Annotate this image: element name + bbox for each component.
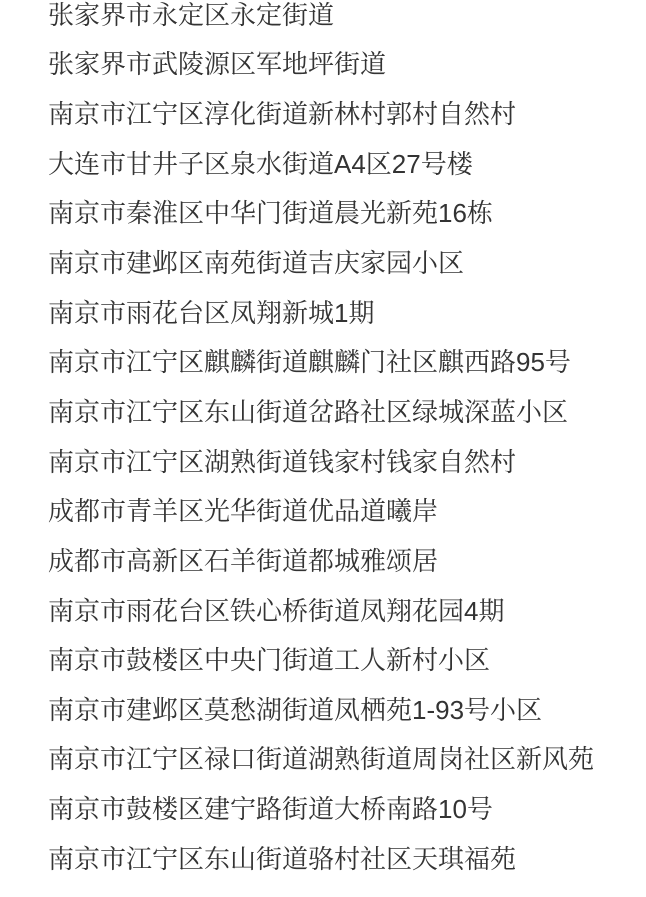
- address-row[interactable]: 大连市甘井子区泉水街道A4区27号楼: [48, 148, 473, 179]
- address-row[interactable]: 南京市建邺区南苑街道吉庆家园小区: [48, 248, 465, 279]
- address-row[interactable]: 南京市江宁区麒麟街道麒麟门社区麒西路95号: [48, 347, 571, 378]
- address-row[interactable]: 南京市江宁区淳化街道新林村郭村自然村: [48, 99, 517, 130]
- address-row[interactable]: 南京市鼓楼区中央门街道工人新村小区: [48, 645, 491, 676]
- address-row[interactable]: 南京市江宁区湖熟街道钱家村钱家自然村: [48, 446, 517, 477]
- address-row[interactable]: 南京市秦淮区中华门街道晨光新苑16栋: [48, 198, 493, 229]
- address-row[interactable]: 南京市雨花台区凤翔新城1期: [48, 297, 375, 328]
- address-row[interactable]: 成都市青羊区光华街道优品道曦岸: [48, 496, 439, 527]
- address-list: [48, 0, 638, 884]
- address-row[interactable]: 南京市江宁区东山街道骆村社区天琪福苑: [48, 843, 517, 874]
- address-row[interactable]: 成都市高新区石羊街道都城雅颂居: [48, 545, 439, 576]
- address-row[interactable]: 南京市鼓楼区建宁路街道大桥南路10号: [48, 794, 493, 825]
- address-row[interactable]: 张家界市永定区永定街道: [48, 0, 335, 30]
- address-row[interactable]: 南京市雨花台区铁心桥街道凤翔花园4期: [48, 595, 505, 626]
- address-row[interactable]: 南京市江宁区东山街道岔路社区绿城深蓝小区: [48, 396, 569, 427]
- address-row[interactable]: 南京市建邺区莫愁湖街道凤栖苑1-93号小区: [48, 694, 543, 725]
- address-row[interactable]: 张家界市武陵源区军地坪街道: [48, 49, 387, 80]
- address-row[interactable]: 南京市江宁区禄口街道湖熟街道周岗社区新风苑: [48, 744, 595, 775]
